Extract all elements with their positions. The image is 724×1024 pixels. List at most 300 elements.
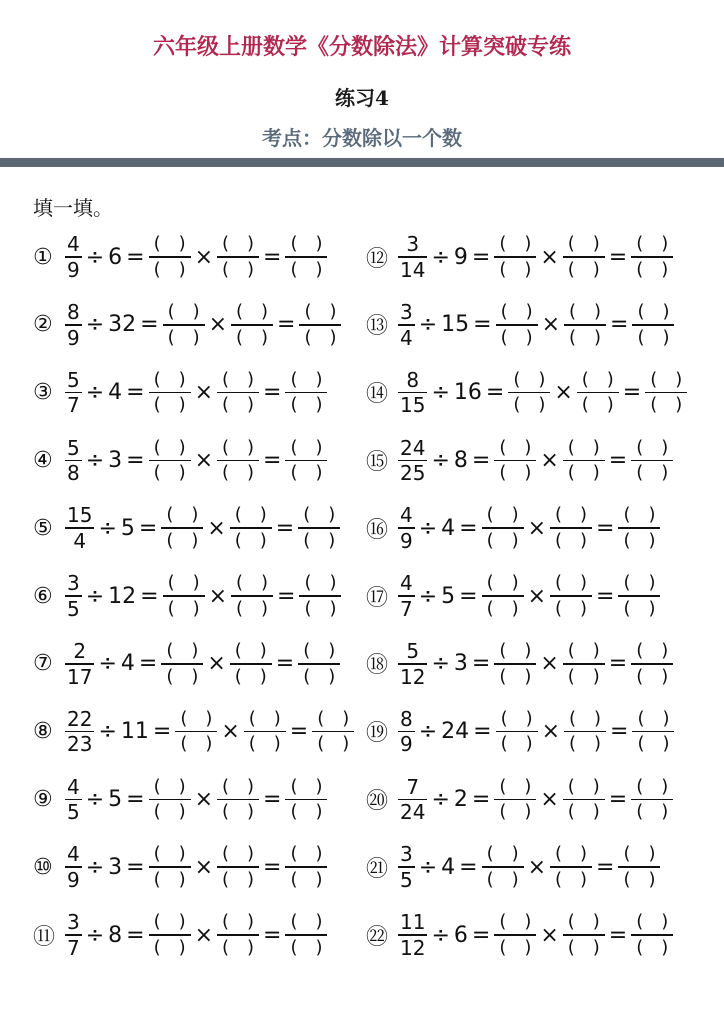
dividend-fraction bbox=[65, 367, 82, 418]
equals-sign: = bbox=[608, 786, 628, 812]
answer-blank-1[interactable] bbox=[149, 843, 204, 890]
fraction-numerator: 15 bbox=[67, 503, 93, 528]
answer-blank-2[interactable] bbox=[230, 640, 285, 687]
divide-sign: ÷ bbox=[418, 583, 438, 609]
times-sign: × bbox=[541, 312, 561, 338]
blank-fraction-bar bbox=[496, 324, 538, 326]
times-sign: × bbox=[540, 786, 559, 812]
blank-parens-bottom: () bbox=[166, 665, 217, 687]
blank-parens-bottom: () bbox=[555, 529, 606, 551]
answer-blank-3[interactable] bbox=[618, 504, 674, 551]
blank-fraction-bar bbox=[149, 460, 191, 462]
blank-parens-top: () bbox=[499, 233, 550, 255]
problem-item bbox=[33, 297, 355, 353]
equals-sign: = bbox=[471, 786, 491, 812]
answer-blank-2[interactable] bbox=[550, 843, 606, 890]
blank-fraction-bar bbox=[494, 663, 536, 665]
problem-item bbox=[366, 229, 687, 285]
blank-fraction-bar bbox=[285, 392, 327, 394]
equals-sign: = bbox=[126, 447, 145, 473]
blank-parens-bottom: () bbox=[153, 258, 204, 280]
blank-parens-bottom: () bbox=[499, 801, 550, 823]
blank-parens-top: () bbox=[581, 368, 632, 390]
answer-blank-3[interactable] bbox=[618, 572, 674, 619]
problem-number: ⑭ bbox=[366, 382, 389, 408]
blank-fraction-bar bbox=[632, 731, 674, 733]
blank-parens-top: () bbox=[153, 368, 204, 390]
divide-sign: ÷ bbox=[418, 312, 438, 338]
answer-blank-3[interactable] bbox=[632, 301, 688, 348]
blank-fraction-bar bbox=[161, 663, 203, 665]
equals-sign: = bbox=[126, 922, 145, 948]
equals-sign: = bbox=[263, 854, 282, 880]
fraction-denominator: 5 bbox=[400, 867, 413, 892]
fraction-denominator: 9 bbox=[400, 528, 413, 553]
dividend-fraction bbox=[398, 706, 415, 757]
fraction-denominator: 24 bbox=[400, 800, 426, 825]
blank-parens-top: () bbox=[486, 843, 537, 865]
answer-blank-3[interactable] bbox=[298, 504, 354, 551]
blank-fraction-bar bbox=[285, 866, 327, 868]
times-sign: × bbox=[194, 922, 214, 948]
blank-fraction-bar bbox=[217, 256, 259, 258]
blank-fraction-bar bbox=[312, 731, 354, 733]
fraction-numerator: 4 bbox=[400, 571, 413, 596]
blank-parens-top: () bbox=[222, 368, 273, 390]
blank-fraction-bar bbox=[494, 934, 536, 936]
divisor: 8 bbox=[453, 447, 468, 473]
divisor: 5 bbox=[441, 583, 456, 609]
answer-blank-1[interactable] bbox=[161, 640, 217, 687]
blank-parens-bottom: () bbox=[623, 597, 674, 619]
blank-parens-top: () bbox=[623, 572, 674, 594]
answer-blank-3[interactable] bbox=[631, 640, 687, 687]
equals-sign: = bbox=[471, 447, 491, 473]
answer-blank-1[interactable] bbox=[494, 436, 550, 484]
equals-sign: = bbox=[459, 583, 478, 609]
blank-parens-top: () bbox=[513, 368, 564, 390]
divisor: 32 bbox=[108, 312, 137, 338]
problem-number: ④ bbox=[33, 447, 53, 473]
answer-blank-3[interactable] bbox=[285, 368, 341, 416]
blank-parens-bottom: () bbox=[290, 258, 341, 280]
blank-fraction-bar bbox=[618, 866, 660, 868]
answer-blank-1[interactable] bbox=[149, 436, 204, 484]
instruction-text: 填一填。 bbox=[33, 196, 113, 220]
divisor: 5 bbox=[120, 515, 135, 541]
problem-number: ⑪ bbox=[33, 924, 56, 950]
blank-parens-bottom: () bbox=[499, 936, 550, 958]
answer-blank-2[interactable] bbox=[563, 911, 618, 958]
blank-fraction-bar bbox=[285, 799, 327, 801]
blank-fraction-bar bbox=[631, 460, 673, 462]
divisor: 24 bbox=[441, 719, 470, 745]
answer-blank-2[interactable] bbox=[563, 233, 618, 280]
equals-sign: = bbox=[596, 854, 615, 880]
problem-item bbox=[366, 907, 687, 963]
equals-sign: = bbox=[275, 651, 295, 677]
blank-parens-bottom: () bbox=[222, 936, 273, 958]
divisor: 8 bbox=[108, 922, 123, 948]
equals-sign: = bbox=[126, 380, 145, 406]
problem-item bbox=[366, 568, 674, 624]
blank-parens-bottom: () bbox=[500, 733, 551, 755]
divide-sign: ÷ bbox=[431, 447, 450, 473]
fraction-numerator: 8 bbox=[406, 367, 420, 392]
blank-parens-bottom: () bbox=[636, 936, 687, 958]
dividend-fraction bbox=[65, 844, 82, 890]
dividend-fraction bbox=[65, 774, 82, 825]
equals-sign: = bbox=[263, 244, 282, 270]
divide-sign: ÷ bbox=[85, 312, 105, 338]
blank-parens-top: () bbox=[486, 572, 537, 594]
divisor: 6 bbox=[453, 922, 468, 948]
divide-sign: ÷ bbox=[418, 854, 438, 880]
answer-blank-1[interactable] bbox=[149, 775, 204, 823]
fraction-numerator: 5 bbox=[67, 435, 80, 460]
blank-fraction-bar bbox=[175, 731, 217, 733]
dividend-fraction bbox=[65, 573, 82, 619]
answer-blank-1[interactable] bbox=[494, 640, 550, 687]
blank-parens-bottom: () bbox=[222, 394, 273, 416]
problem-number: ⑥ bbox=[33, 583, 53, 609]
times-sign: × bbox=[527, 854, 547, 880]
blank-fraction-bar bbox=[494, 460, 536, 462]
equals-sign: = bbox=[126, 786, 145, 812]
answer-blank-3[interactable] bbox=[299, 572, 355, 619]
divisor: 4 bbox=[441, 854, 456, 880]
dividend-fraction bbox=[65, 505, 94, 551]
problem-number: ⑮ bbox=[366, 449, 389, 475]
answer-blank-3[interactable] bbox=[631, 775, 687, 823]
blank-fraction-bar bbox=[299, 595, 341, 597]
answer-blank-3[interactable] bbox=[285, 233, 341, 280]
blank-fraction-bar bbox=[564, 324, 606, 326]
answer-blank-3[interactable] bbox=[285, 911, 341, 958]
blank-parens-bottom: () bbox=[167, 326, 218, 348]
answer-blank-3[interactable] bbox=[285, 843, 341, 890]
answer-blank-1[interactable] bbox=[175, 707, 231, 755]
answer-blank-1[interactable] bbox=[163, 301, 218, 348]
fraction-denominator: 7 bbox=[67, 393, 80, 418]
equals-sign: = bbox=[596, 515, 615, 541]
blank-parens-top: () bbox=[153, 843, 204, 865]
divide-sign: ÷ bbox=[431, 380, 450, 406]
blank-parens-bottom: () bbox=[637, 733, 688, 755]
blank-parens-top: () bbox=[248, 707, 299, 729]
problem-number: ⑨ bbox=[33, 786, 53, 812]
blank-parens-top: () bbox=[166, 640, 217, 661]
problem-number: ㉒ bbox=[366, 924, 389, 950]
times-sign: × bbox=[540, 447, 559, 473]
answer-blank-1[interactable] bbox=[482, 572, 537, 619]
answer-blank-1[interactable] bbox=[494, 233, 550, 280]
answer-blank-1[interactable] bbox=[508, 368, 564, 416]
fraction-numerator: 4 bbox=[67, 774, 80, 799]
answer-blank-3[interactable] bbox=[299, 301, 355, 348]
divide-sign: ÷ bbox=[418, 515, 438, 541]
blank-fraction-bar bbox=[231, 595, 273, 597]
blank-fraction-bar bbox=[149, 866, 191, 868]
blank-parens-top: () bbox=[236, 301, 287, 322]
answer-blank-1[interactable] bbox=[496, 707, 551, 755]
blank-parens-bottom: () bbox=[555, 868, 606, 890]
answer-blank-2[interactable] bbox=[244, 707, 299, 755]
divisor: 4 bbox=[441, 515, 456, 541]
blank-parens-bottom: () bbox=[567, 936, 618, 958]
blank-parens-top: () bbox=[636, 436, 687, 458]
answer-blank-2[interactable] bbox=[550, 504, 606, 551]
fraction-denominator: 5 bbox=[67, 596, 80, 621]
blank-parens-top: () bbox=[555, 572, 606, 594]
equals-sign: = bbox=[263, 447, 282, 473]
equals-sign: = bbox=[608, 651, 628, 677]
answer-blank-3[interactable] bbox=[618, 843, 674, 890]
blank-parens-bottom: () bbox=[248, 733, 299, 755]
times-sign: × bbox=[541, 719, 561, 745]
answer-blank-2[interactable] bbox=[564, 301, 620, 348]
answer-blank-1[interactable] bbox=[161, 504, 217, 551]
fraction-numerator: 5 bbox=[406, 639, 420, 663]
problem-item bbox=[366, 636, 687, 692]
answer-blank-2[interactable] bbox=[217, 233, 273, 280]
equals-sign: = bbox=[485, 380, 505, 406]
blank-parens-top: () bbox=[486, 504, 537, 526]
dividend-fraction bbox=[398, 573, 415, 619]
blank-parens-top: () bbox=[499, 436, 550, 458]
blank-parens-bottom: () bbox=[236, 597, 287, 619]
divisor: 15 bbox=[441, 312, 470, 338]
blank-parens-bottom: () bbox=[499, 258, 550, 280]
equals-sign: = bbox=[275, 515, 295, 541]
problem-number: ⑧ bbox=[33, 719, 53, 745]
fraction-numerator: 4 bbox=[400, 503, 413, 528]
answer-blank-2[interactable] bbox=[217, 843, 273, 890]
fraction-denominator: 14 bbox=[400, 257, 426, 282]
problem-number: ⑬ bbox=[366, 314, 389, 340]
blank-parens-top: () bbox=[290, 911, 341, 933]
divide-sign: ÷ bbox=[85, 854, 105, 880]
times-sign: × bbox=[540, 922, 559, 948]
problem-number: ⑯ bbox=[366, 517, 389, 543]
answer-blank-1[interactable] bbox=[496, 301, 551, 348]
blank-parens-bottom: () bbox=[234, 665, 285, 687]
blank-fraction-bar bbox=[563, 256, 605, 258]
blank-parens-top: () bbox=[180, 707, 231, 729]
answer-blank-2[interactable] bbox=[563, 640, 618, 687]
blank-parens-bottom: () bbox=[623, 529, 674, 551]
answer-blank-2[interactable] bbox=[231, 301, 287, 348]
equals-sign: = bbox=[263, 786, 282, 812]
fraction-numerator: 7 bbox=[406, 774, 420, 799]
divide-sign: ÷ bbox=[85, 244, 105, 270]
answer-blank-3[interactable] bbox=[645, 368, 701, 416]
blank-parens-top: () bbox=[222, 233, 273, 255]
blank-parens-top: () bbox=[569, 707, 620, 729]
divisor: 16 bbox=[453, 380, 482, 406]
answer-blank-3[interactable] bbox=[631, 911, 687, 958]
divisor: 12 bbox=[108, 583, 137, 609]
times-sign: × bbox=[194, 786, 214, 812]
blank-parens-bottom: () bbox=[486, 868, 537, 890]
fraction-numerator: 5 bbox=[67, 367, 80, 392]
blank-parens-top: () bbox=[636, 911, 687, 933]
answer-blank-1[interactable] bbox=[482, 843, 537, 890]
blank-fraction-bar bbox=[230, 527, 272, 529]
blank-fraction-bar bbox=[618, 595, 660, 597]
dividend-fraction bbox=[65, 302, 82, 348]
exam-point: 考点：分数除以一个数 bbox=[262, 126, 462, 150]
answer-blank-3[interactable] bbox=[312, 707, 368, 755]
blank-parens-bottom: () bbox=[637, 326, 688, 348]
problem-number: ⑤ bbox=[33, 515, 53, 541]
equals-sign: = bbox=[152, 719, 172, 745]
answer-blank-1[interactable] bbox=[482, 504, 537, 551]
answer-blank-2[interactable] bbox=[217, 911, 273, 958]
blank-parens-bottom: () bbox=[636, 258, 687, 280]
blank-fraction-bar bbox=[163, 324, 205, 326]
fraction-numerator: 24 bbox=[400, 435, 426, 460]
answer-blank-3[interactable] bbox=[631, 233, 687, 280]
divide-sign: ÷ bbox=[431, 651, 450, 677]
blank-parens-top: () bbox=[304, 572, 355, 594]
blank-fraction-bar bbox=[285, 256, 327, 258]
answer-blank-1[interactable] bbox=[494, 775, 550, 823]
answer-blank-2[interactable] bbox=[230, 504, 285, 551]
fraction-numerator: 11 bbox=[400, 910, 426, 935]
divide-sign: ÷ bbox=[418, 719, 438, 745]
blank-fraction-bar bbox=[163, 595, 205, 597]
divide-sign: ÷ bbox=[431, 786, 450, 812]
problem-item bbox=[366, 839, 674, 895]
blank-fraction-bar bbox=[482, 866, 524, 868]
blank-parens-bottom: () bbox=[290, 394, 341, 416]
blank-parens-top: () bbox=[567, 775, 618, 797]
blank-parens-top: () bbox=[153, 436, 204, 458]
answer-blank-3[interactable] bbox=[632, 707, 688, 755]
answer-blank-1[interactable] bbox=[149, 368, 204, 416]
blank-fraction-bar bbox=[631, 934, 673, 936]
blank-parens-bottom: () bbox=[153, 801, 204, 823]
answer-blank-1[interactable] bbox=[149, 911, 204, 958]
blank-parens-top: () bbox=[637, 707, 688, 729]
times-sign: × bbox=[194, 854, 214, 880]
blank-parens-top: () bbox=[303, 504, 354, 526]
blank-parens-top: () bbox=[567, 640, 618, 661]
blank-fraction-bar bbox=[217, 866, 259, 868]
answer-blank-3[interactable] bbox=[285, 436, 341, 484]
blank-fraction-bar bbox=[563, 460, 605, 462]
answer-blank-2[interactable] bbox=[231, 572, 287, 619]
answer-blank-3[interactable] bbox=[285, 775, 341, 823]
blank-parens-bottom: () bbox=[222, 462, 273, 484]
blank-parens-bottom: () bbox=[486, 529, 537, 551]
blank-parens-bottom: () bbox=[569, 326, 620, 348]
fraction-numerator: 4 bbox=[67, 842, 80, 867]
problem-number: ⑦ bbox=[33, 651, 53, 677]
fraction-numerator: 3 bbox=[406, 232, 420, 257]
blank-fraction-bar bbox=[494, 799, 536, 801]
blank-parens-bottom: () bbox=[486, 597, 537, 619]
answer-blank-2[interactable] bbox=[217, 368, 273, 416]
blank-parens-bottom: () bbox=[567, 665, 618, 687]
blank-parens-top: () bbox=[636, 640, 687, 661]
answer-blank-2[interactable] bbox=[217, 775, 273, 823]
blank-parens-top: () bbox=[500, 301, 551, 322]
divisor: 5 bbox=[108, 786, 123, 812]
dividend-fraction bbox=[65, 435, 82, 486]
blank-parens-top: () bbox=[166, 504, 217, 526]
answer-blank-3[interactable] bbox=[631, 436, 687, 484]
problem-number: ③ bbox=[33, 380, 53, 406]
blank-fraction-bar bbox=[496, 731, 538, 733]
blank-parens-top: () bbox=[317, 707, 368, 729]
blank-parens-top: () bbox=[222, 843, 273, 865]
problem-item bbox=[33, 432, 341, 488]
problem-item bbox=[33, 771, 341, 827]
fraction-denominator: 8 bbox=[67, 461, 80, 486]
answer-blank-3[interactable] bbox=[298, 640, 354, 687]
blank-parens-bottom: () bbox=[499, 462, 550, 484]
blank-fraction-bar bbox=[564, 731, 606, 733]
dividend-fraction bbox=[398, 367, 427, 418]
blank-parens-bottom: () bbox=[317, 733, 368, 755]
blank-parens-bottom: () bbox=[569, 733, 620, 755]
problem-item bbox=[366, 365, 701, 421]
blank-parens-top: () bbox=[290, 843, 341, 865]
blank-parens-top: () bbox=[234, 504, 285, 526]
blank-parens-top: () bbox=[555, 843, 606, 865]
blank-parens-top: () bbox=[153, 233, 204, 255]
blank-parens-top: () bbox=[167, 301, 218, 322]
problem-number: ⑳ bbox=[366, 788, 389, 814]
answer-blank-2[interactable] bbox=[563, 775, 618, 823]
equals-sign: = bbox=[608, 922, 628, 948]
problem-number: ⑫ bbox=[366, 246, 389, 272]
answer-blank-2[interactable] bbox=[550, 572, 606, 619]
answer-blank-2[interactable] bbox=[217, 436, 273, 484]
blank-parens-top: () bbox=[500, 707, 551, 729]
problem-item bbox=[33, 704, 368, 760]
blank-parens-bottom: () bbox=[304, 597, 355, 619]
problem-number: ⑰ bbox=[366, 585, 389, 611]
blank-fraction-bar bbox=[149, 392, 191, 394]
divide-sign: ÷ bbox=[85, 380, 105, 406]
blank-parens-bottom: () bbox=[290, 936, 341, 958]
blank-parens-bottom: () bbox=[581, 394, 632, 416]
answer-blank-2[interactable] bbox=[564, 707, 620, 755]
answer-blank-1[interactable] bbox=[163, 572, 218, 619]
equals-sign: = bbox=[277, 583, 296, 609]
answer-blank-2[interactable] bbox=[563, 436, 618, 484]
fraction-denominator: 4 bbox=[400, 325, 413, 350]
problem-item bbox=[33, 907, 341, 963]
answer-blank-2[interactable] bbox=[577, 368, 632, 416]
fraction-numerator: 22 bbox=[67, 706, 93, 731]
fraction-denominator: 25 bbox=[400, 461, 426, 486]
answer-blank-1[interactable] bbox=[149, 233, 204, 280]
dividend-fraction bbox=[398, 844, 415, 890]
answer-blank-1[interactable] bbox=[494, 911, 550, 958]
equals-sign: = bbox=[622, 380, 642, 406]
divide-sign: ÷ bbox=[431, 922, 450, 948]
dividend-fraction bbox=[65, 234, 82, 280]
fraction-denominator: 9 bbox=[67, 257, 80, 282]
blank-parens-bottom: () bbox=[650, 394, 701, 416]
divide-sign: ÷ bbox=[85, 922, 105, 948]
fraction-denominator: 9 bbox=[67, 867, 80, 892]
divisor: 11 bbox=[120, 719, 149, 745]
